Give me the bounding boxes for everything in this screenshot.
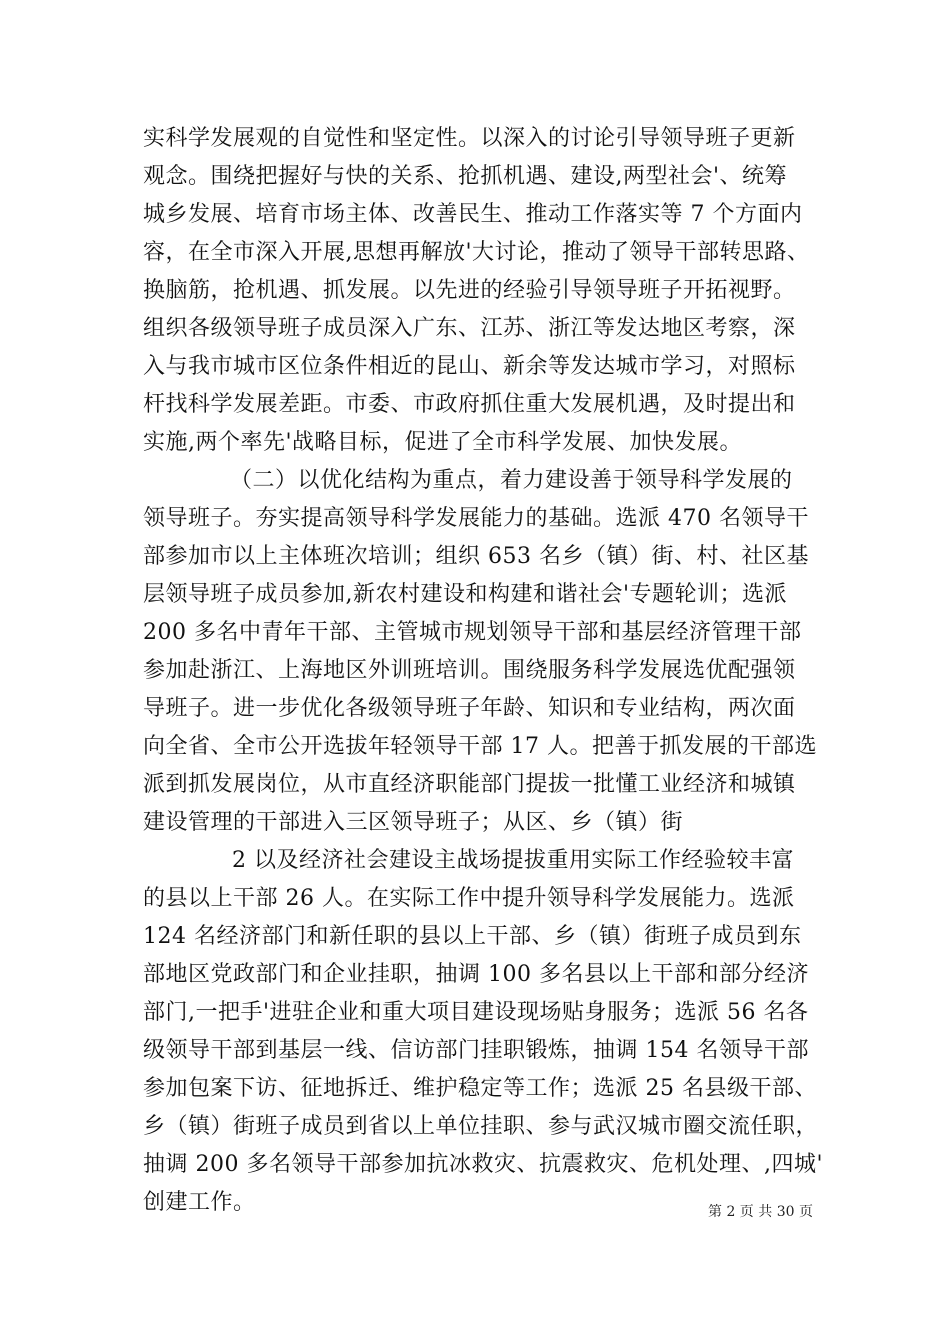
text-line: 容，在全市深入开展,思想再解放'大讨论，推动了领导干部转思路、 <box>143 240 810 265</box>
text-line: 的县以上干部 26 人。在实际工作中提升领导科学发展能力。选派 <box>143 886 795 911</box>
text-line: 124 名经济部门和新任职的县以上干部、乡（镇）街班子成员到东 <box>143 924 802 949</box>
text-line: 乡（镇）街班子成员到省以上单位挂职、参与武汉城市圈交流任职， <box>143 1114 819 1139</box>
text-line: 观念。围绕把握好与快的关系、抢抓机遇、建设,两型社会'、统筹 <box>143 164 788 189</box>
text-line: 参加赴浙江、上海地区外训班培训。围绕服务科学发展选优配强领 <box>143 658 796 683</box>
text-line: 部门,一把手'进驻企业和重大项目建设现场贴身服务；选派 56 名各 <box>143 1000 809 1025</box>
text-line: 城乡发展、培育市场主体、改善民生、推动工作落实等 7 个方面内 <box>143 202 803 227</box>
text-line: 级领导干部到基层一线、信访部门挂职锻炼，抽调 154 名领导干部 <box>143 1038 809 1063</box>
text-line: 实施,两个率先'战略目标，促进了全市科学发展、加快发展。 <box>143 430 743 455</box>
text-line: 换脑筋，抢机遇、抓发展。以先进的经验引导领导班子开拓视野。 <box>143 278 796 303</box>
page-number-footer: 第 2 页 共 30 页 <box>708 1204 813 1220</box>
text-line: 部参加市以上主体班次培训；组织 653 名乡（镇）街、村、社区基 <box>143 544 809 569</box>
text-line: 领导班子。夯实提高领导科学发展能力的基础。选派 470 名领导干 <box>143 506 809 531</box>
text-line: 实科学发展观的自觉性和坚定性。以深入的讨论引导领导班子更新 <box>143 126 796 151</box>
text-line: 杆找科学发展差距。市委、市政府抓住重大发展机遇，及时提出和 <box>143 392 796 417</box>
text-line: 建设管理的干部进入三区领导班子；从区、乡（镇）街 <box>143 810 684 835</box>
text-line: 导班子。进一步优化各级领导班子年龄、知识和专业结构，两次面 <box>143 696 796 721</box>
text-line: 层领导班子成员参加,新农村建设和构建和谐社会'专题轮训；选派 <box>143 582 788 607</box>
section-heading-line: （二）以优化结构为重点，着力建设善于领导科学发展的 <box>230 468 793 493</box>
text-line: 组织各级领导班子成员深入广东、江苏、浙江等发达地区考察，深 <box>143 316 796 341</box>
text-line: 向全省、全市公开选拔年轻领导干部 17 人。把善于抓发展的干部选 <box>143 734 817 759</box>
text-line: 入与我市城市区位条件相近的昆山、新余等发达城市学习，对照标 <box>143 354 796 379</box>
text-line: 创建工作。 <box>143 1190 256 1215</box>
text-line: 派到抓发展岗位，从市直经济职能部门提拔一批懂工业经济和城镇 <box>143 772 796 797</box>
text-line: 抽调 200 多名领导干部参加抗冰救灾、抗震救灾、危机处理、,四城' <box>143 1152 823 1177</box>
text-line: 200 多名中青年干部、主管城市规划领导干部和基层经济管理干部 <box>143 620 802 645</box>
text-line: 2 以及经济社会建设主战场提拔重用实际工作经验较丰富 <box>232 848 794 873</box>
text-line: 参加包案下访、征地拆迁、维护稳定等工作；选派 25 名县级干部、 <box>143 1076 817 1101</box>
text-line: 部地区党政部门和企业挂职，抽调 100 多名县以上干部和部分经济 <box>143 962 809 987</box>
